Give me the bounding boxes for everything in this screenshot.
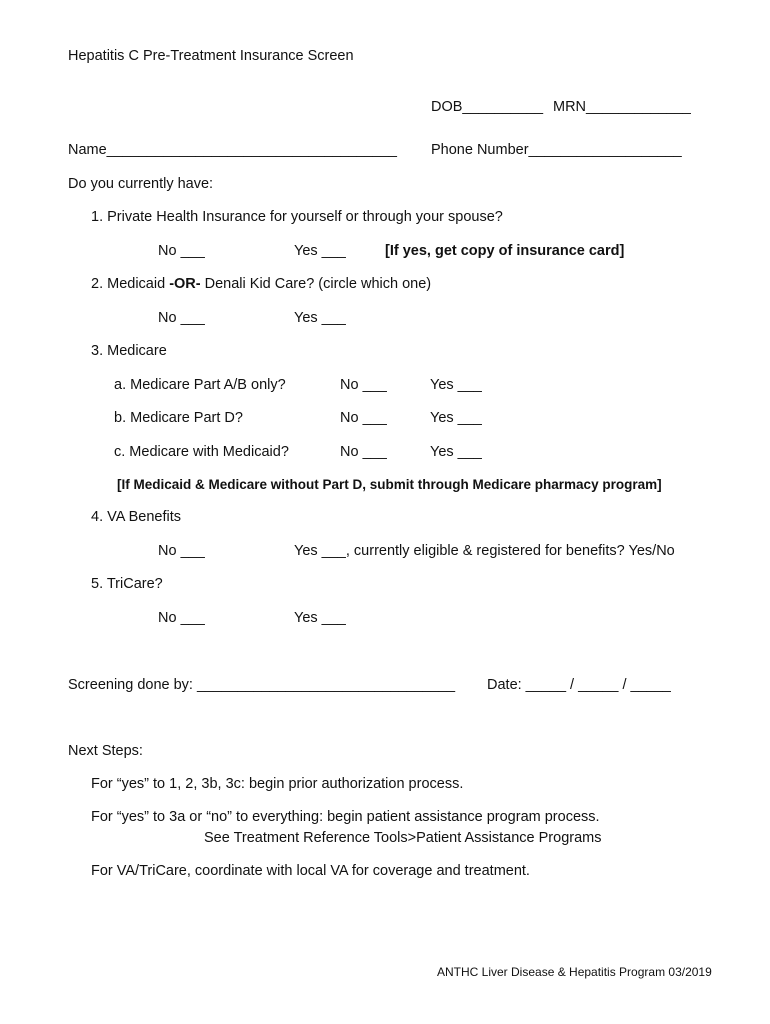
q3c-yes-option[interactable]: Yes ___ xyxy=(430,444,482,460)
question-3: 3. Medicare xyxy=(91,343,167,359)
next-step-3: For VA/TriCare, coordinate with local VA for coverage and treatment. xyxy=(91,863,530,879)
q3b-no-option[interactable]: No ___ xyxy=(340,410,387,426)
form-title: Hepatitis C Pre-Treatment Insurance Screen xyxy=(68,48,354,64)
q2-no-option[interactable]: No ___ xyxy=(158,310,205,326)
footer-text: ANTHC Liver Disease & Hepatitis Program 03/2019 xyxy=(437,965,712,979)
q3-note: [If Medicaid & Medicare without Part D, submit through Medicare pharmacy program] xyxy=(117,477,662,492)
q1-yes-option[interactable]: Yes ___ xyxy=(294,243,346,259)
next-step-2: For “yes” to 3a or “no” to everything: begin patient assistance program process. xyxy=(91,809,600,825)
q3a-label: a. Medicare Part A/B only? xyxy=(114,377,286,393)
name-field[interactable]: Name____________________________________ xyxy=(68,142,397,158)
q3a-yes-option[interactable]: Yes ___ xyxy=(430,377,482,393)
q3b-yes-option[interactable]: Yes ___ xyxy=(430,410,482,426)
q4-no-option[interactable]: No ___ xyxy=(158,543,205,559)
screening-date-field[interactable]: Date: _____ / _____ / _____ xyxy=(487,677,671,693)
mrn-field[interactable]: MRN_____________ xyxy=(553,99,691,115)
question-2 xyxy=(91,275,431,293)
question-5: 5. TriCare? xyxy=(91,576,163,592)
q3a-no-option[interactable]: No ___ xyxy=(340,377,387,393)
next-steps-heading: Next Steps: xyxy=(68,743,143,759)
q2-or: -OR- xyxy=(169,276,201,292)
q3c-no-option[interactable]: No ___ xyxy=(340,444,387,460)
q5-no-option[interactable]: No ___ xyxy=(158,610,205,626)
question-4: 4. VA Benefits xyxy=(91,509,182,525)
phone-field[interactable]: Phone Number___________________ xyxy=(431,142,682,158)
question-1: 1. Private Health Insurance for yourself or through your spouse? xyxy=(91,209,503,225)
q5-yes-option[interactable]: Yes ___ xyxy=(294,610,346,626)
q2-suffix: Denali Kid Care? (circle which one) xyxy=(200,276,432,292)
intro-text: Do you currently have: xyxy=(68,176,214,192)
q2-yes-option[interactable]: Yes ___ xyxy=(294,310,346,326)
dob-field[interactable]: DOB__________ xyxy=(431,99,544,115)
screening-by-field[interactable]: Screening done by: ________________________________ xyxy=(68,677,456,693)
next-step-2-reference: See Treatment Reference Tools>Patient Assistance Programs xyxy=(204,830,602,846)
q3c-label: c. Medicare with Medicaid? xyxy=(114,444,289,460)
q4-yes-option[interactable]: Yes ___, currently eligible & registered for benefits? Yes/No xyxy=(294,543,675,559)
q1-no-option[interactable]: No ___ xyxy=(158,243,205,259)
next-step-1: For “yes” to 1, 2, 3b, 3c: begin prior authorization process. xyxy=(91,776,464,792)
q1-note: [If yes, get copy of insurance card] xyxy=(385,243,625,259)
q2-prefix: 2. Medicaid xyxy=(91,276,170,292)
q3b-label: b. Medicare Part D? xyxy=(114,410,243,426)
